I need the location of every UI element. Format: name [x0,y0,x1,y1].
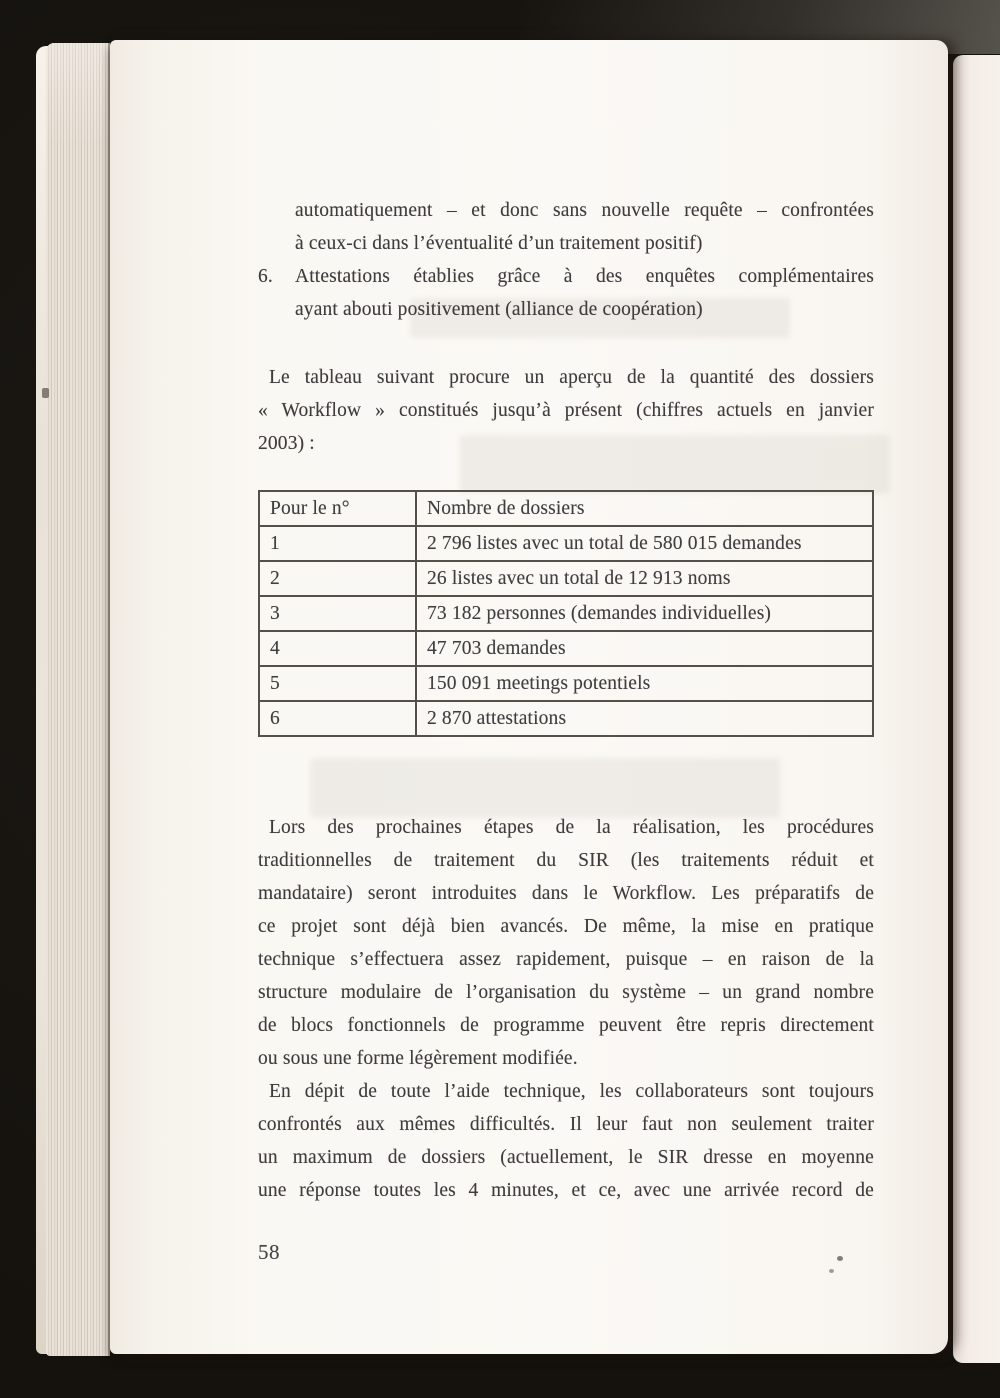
dust-speck [837,1256,843,1261]
difficulties-paragraph [258,1075,874,1207]
list-marker: 6. [258,266,273,287]
table-cell: 4 [259,631,416,666]
table-row [259,526,873,561]
workflow-paragraph [258,811,874,1075]
table-cell: 1 [259,526,416,561]
text-block [258,194,874,1207]
table-cell: 150 091 meetings potentiels [416,666,873,701]
text-line: Attestations établies grâce à des enquêtes complémentaires [295,266,874,287]
text-line: Le tableau suivant procure un aperçu de la quantité des dossiers [269,367,874,388]
list-item-continuation [258,194,874,260]
table-cell: 2 796 listes avec un total de 580 015 demandes [416,526,873,561]
table-cell: 3 [259,596,416,631]
dust-speck [829,1269,834,1273]
text-line: technique s’effectuera assez rapidement, puisque – en raison de la [258,949,874,970]
table-header-row [259,491,873,526]
table-header-cell: Nombre de dossiers [416,491,873,526]
text-line: un maximum de dossiers (actuellement, le SIR dresse en moyenne [258,1147,874,1168]
text-line: de blocs fonctionnels de programme peuvent être repris directement [258,1015,874,1036]
text-line: une réponse toutes les 4 minutes, et ce, avec une arrivée record de [258,1180,874,1201]
text-line: ou sous une forme légèrement modifiée. [258,1048,578,1069]
text-line: ce projet sont déjà bien avancés. De même, la mise en pratique [258,916,874,937]
table-header-cell: Pour le n° [259,491,416,526]
table-cell: 47 703 demandes [416,631,873,666]
list-item-text [295,260,874,326]
table-cell: 2 870 attestations [416,701,873,736]
intro-paragraph [258,361,874,460]
text-line: structure modulaire de l’organisation du système – un grand nombre [258,982,874,1003]
text-line: automatiquement – et donc sans nouvelle requête – confrontées [295,200,874,221]
text-line: En dépit de toute l’aide technique, les collaborateurs sont toujours [269,1081,874,1102]
text-line: traditionnelles de traitement du SIR (les traitements réduit et [258,850,874,871]
table-row [259,666,873,701]
table-row [259,561,873,596]
table-row [259,701,873,736]
table-cell: 2 [259,561,416,596]
dossier-table [258,490,874,737]
table-row [259,631,873,666]
edge-mark [42,388,49,398]
text-line: confrontés aux mêmes difficultés. Il leur faut non seulement traiter [258,1114,874,1135]
table-row [259,596,873,631]
text-line: ayant abouti positivement (alliance de coopération) [295,299,703,320]
text-line: Lors des prochaines étapes de la réalisation, les procédures [269,817,874,838]
list-item-6 [258,260,874,326]
table-cell: 73 182 personnes (demandes individuelles) [416,596,873,631]
table-cell: 6 [259,701,416,736]
text-line: « Workflow » constitués jusqu’à présent (chiffres actuels en janvier [258,400,874,421]
text-line: à ceux-ci dans l’éventualité d’un traitement positif) [295,233,703,254]
book-page [110,40,948,1354]
page-stack-edges [46,43,110,1356]
table-cell: 26 listes avec un total de 12 913 noms [416,561,873,596]
table-cell: 5 [259,666,416,701]
page-number: 58 [258,1240,280,1264]
text-line: mandataire) seront introduites dans le Workflow. Les préparatifs de [258,883,874,904]
facing-page-edge [953,55,1000,1363]
text-line: 2003) : [258,433,315,454]
